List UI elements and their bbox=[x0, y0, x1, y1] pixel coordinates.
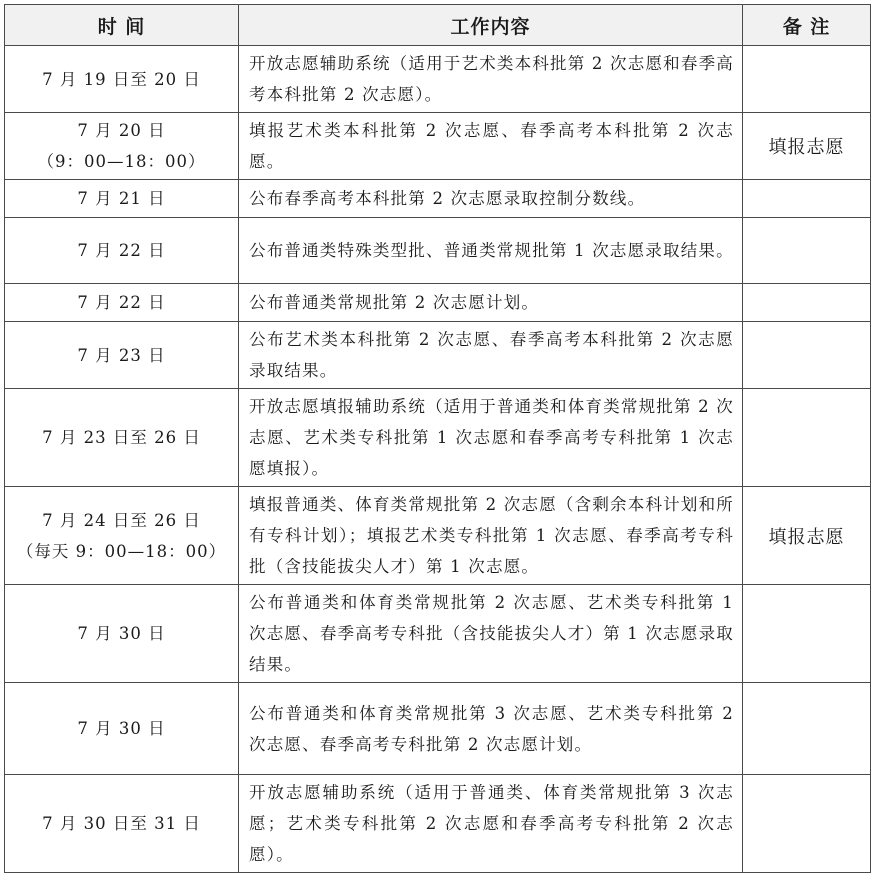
work-cell: 开放志愿填报辅助系统（适用于普通类和体育类常规批第 2 次志愿、艺术类专科批第 1 次志愿和春季高考专科批第 1 次志愿填报）。 bbox=[239, 389, 743, 487]
note-cell bbox=[743, 284, 871, 322]
schedule-table bbox=[4, 4, 871, 873]
time-cell bbox=[5, 180, 239, 218]
time-line: 7 月 21 日 bbox=[77, 189, 166, 208]
time-line: （9：00—18：00） bbox=[37, 152, 206, 171]
work-cell: 填报艺术类本科批第 2 次志愿、春季高考本科批第 2 次志愿。 bbox=[239, 113, 743, 180]
work-cell: 填报普通类、体育类常规批第 2 次志愿（含剩余本科计划和所有专科计划）；填报艺术类专科批第 1 次志愿、春季高考专科批（含技能拔尖人才）第 1 次志愿。 bbox=[239, 487, 743, 585]
header-note: 备 注 bbox=[743, 5, 871, 46]
work-cell: 公布艺术类本科批第 2 次志愿、春季高考本科批第 2 次志愿录取结果。 bbox=[239, 322, 743, 389]
header-time: 时 间 bbox=[5, 5, 239, 46]
table-row bbox=[5, 775, 871, 873]
work-cell: 公布普通类常规批第 2 次志愿计划。 bbox=[239, 284, 743, 322]
note-cell bbox=[743, 389, 871, 487]
time-cell bbox=[5, 113, 239, 180]
table-row bbox=[5, 683, 871, 775]
time-line: 7 月 23 日 bbox=[77, 345, 166, 365]
note-cell bbox=[743, 585, 871, 683]
table-row bbox=[5, 180, 871, 218]
time-line: 7 月 23 日至 26 日 bbox=[42, 428, 201, 447]
work-cell: 公布普通类和体育类常规批第 3 次志愿、艺术类专科批第 2 次志愿、春季高考专科批第 2 次志愿计划。 bbox=[239, 683, 743, 775]
time-cell bbox=[5, 585, 239, 683]
time-cell bbox=[5, 218, 239, 284]
note-cell bbox=[743, 218, 871, 284]
table-row bbox=[5, 46, 871, 113]
time-cell bbox=[5, 487, 239, 585]
note-cell bbox=[743, 322, 871, 389]
time-line: 7 月 30 日 bbox=[77, 719, 166, 738]
time-line: 7 月 30 日至 31 日 bbox=[42, 814, 201, 833]
time-line: 7 月 22 日 bbox=[77, 241, 166, 260]
table-row bbox=[5, 322, 871, 389]
time-cell bbox=[5, 389, 239, 487]
note-cell bbox=[743, 775, 871, 873]
table-row bbox=[5, 487, 871, 585]
note-cell bbox=[743, 180, 871, 218]
time-line: 7 月 19 日至 20 日 bbox=[42, 69, 201, 89]
note-cell: 填报志愿 bbox=[743, 487, 871, 585]
time-line: 7 月 22 日 bbox=[77, 293, 166, 312]
work-cell: 公布普通类特殊类型批、普通类常规批第 1 次志愿录取结果。 bbox=[239, 218, 743, 284]
work-cell: 开放志愿辅助系统（适用于艺术类本科批第 2 次志愿和春季高考本科批第 2 次志愿）。 bbox=[239, 46, 743, 113]
work-cell: 开放志愿辅助系统（适用于普通类、体育类常规批第 3 次志愿；艺术类专科批第 2 次志愿和春季高考专科批第 2 次志愿）。 bbox=[239, 775, 743, 873]
note-cell: 填报志愿 bbox=[743, 113, 871, 180]
time-cell bbox=[5, 775, 239, 873]
time-cell bbox=[5, 46, 239, 113]
table-row bbox=[5, 284, 871, 322]
table-row bbox=[5, 113, 871, 180]
time-line: （每天 9：00—18：00） bbox=[16, 541, 227, 561]
time-line: 7 月 24 日至 26 日 bbox=[42, 510, 201, 530]
work-cell: 公布春季高考本科批第 2 次志愿录取控制分数线。 bbox=[239, 180, 743, 218]
time-cell bbox=[5, 322, 239, 389]
table-row bbox=[5, 389, 871, 487]
time-cell bbox=[5, 683, 239, 775]
work-cell: 公布普通类和体育类常规批第 2 次志愿、艺术类专科批第 1 次志愿、春季高考专科批（含技能拔尖人才）第 1 次志愿录取结果。 bbox=[239, 585, 743, 683]
header-row bbox=[5, 5, 871, 46]
time-line: 7 月 20 日 bbox=[77, 121, 166, 140]
time-cell bbox=[5, 284, 239, 322]
table-row bbox=[5, 585, 871, 683]
table-row bbox=[5, 218, 871, 284]
header-work: 工作内容 bbox=[239, 5, 743, 46]
note-cell bbox=[743, 46, 871, 113]
note-cell bbox=[743, 683, 871, 775]
time-line: 7 月 30 日 bbox=[77, 624, 166, 643]
